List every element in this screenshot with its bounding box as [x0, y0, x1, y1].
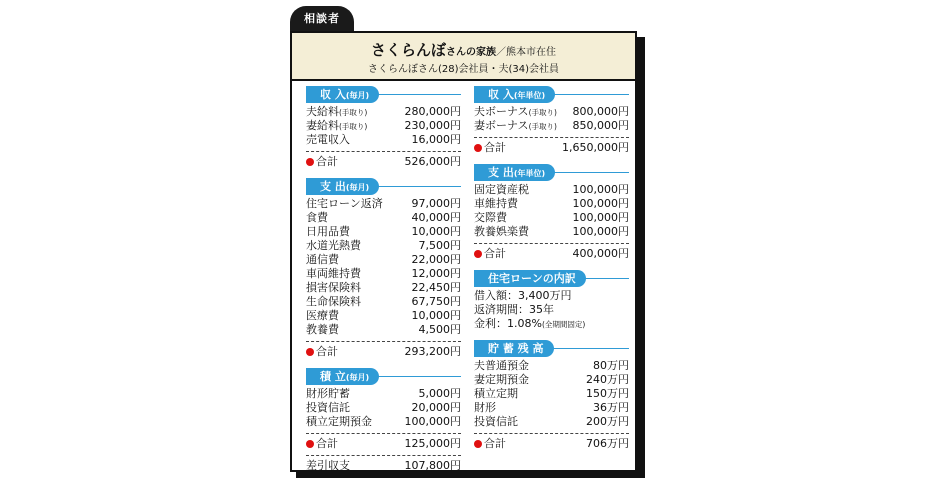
divider	[474, 433, 629, 434]
table-row: 日用品費 10,000円	[306, 225, 461, 238]
section-heading: 収 入(年単位)	[474, 86, 555, 103]
table-row: 売電収入 16,000円	[306, 133, 461, 146]
balance-row: 差引収支 107,800円	[306, 459, 461, 472]
section-heading: 支 出(年単位)	[474, 164, 555, 181]
bullet-icon	[306, 440, 314, 448]
table-row: 住宅ローン返済 97,000円	[306, 197, 461, 210]
table-row: 夫給料(手取り) 280,000円	[306, 105, 461, 118]
total-row: 合計 293,200円	[306, 345, 461, 359]
table-row: 車維持費 100,000円	[474, 197, 629, 210]
section-heading: 積 立(毎月)	[306, 368, 379, 385]
loan-rate: 金利：1.08%(全期間固定)	[474, 317, 586, 330]
annual-expense-section	[474, 161, 629, 261]
divider	[474, 243, 629, 244]
table-row: 教養娯楽費 100,000円	[474, 225, 629, 238]
loan-section	[474, 267, 629, 331]
total-row: 合計 400,000円	[474, 247, 629, 261]
divider	[306, 341, 461, 342]
divider	[306, 455, 461, 456]
divider	[474, 137, 629, 138]
table-row: 財形貯蓄 5,000円	[306, 387, 461, 400]
total-row: 合計 1,650,000円	[474, 141, 629, 155]
table-row: 妻ボーナス(手取り) 850,000円	[474, 119, 629, 132]
annual-income-section	[474, 83, 629, 155]
family-title	[292, 39, 635, 60]
table-row: 固定資産税 100,000円	[474, 183, 629, 196]
savings-balance-section	[474, 337, 629, 451]
monthly-income-section	[306, 83, 461, 169]
table-row: 妻定期預金 240万円	[474, 373, 629, 386]
table-row: 水道光熱費 7,500円	[306, 239, 461, 252]
divider	[306, 151, 461, 152]
loan-amount: 借入額：3,400万円	[474, 289, 572, 302]
table-row: 生命保険料 67,750円	[306, 295, 461, 308]
monthly-expense-section	[306, 175, 461, 359]
bullet-icon	[474, 250, 482, 258]
monthly-savings-section	[306, 365, 461, 473]
table-row: 妻給料(手取り) 230,000円	[306, 119, 461, 132]
family-members: さくらんぼさん(28)会社員・夫(34)会社員	[367, 64, 560, 75]
table-row: 食費 40,000円	[306, 211, 461, 224]
bullet-icon	[306, 158, 314, 166]
family-suffix: さんの家族	[446, 47, 496, 58]
table-row: 夫普通預金 80万円	[474, 359, 629, 372]
table-row: 交際費 100,000円	[474, 211, 629, 224]
family-location: ／熊本市在住	[496, 47, 556, 58]
table-row: 教養費 4,500円	[306, 323, 461, 336]
total-row: 合計 706万円	[474, 437, 629, 451]
table-row: 投資信託 200万円	[474, 415, 629, 428]
family-name: さくらんぼ	[370, 41, 446, 59]
table-row: 損害保険料 22,450円	[306, 281, 461, 294]
table-row: 投資信託 20,000円	[306, 401, 461, 414]
consultant-tag: 相談者	[290, 6, 354, 34]
section-heading: 収 入(毎月)	[306, 86, 379, 103]
bullet-icon	[474, 440, 482, 448]
loan-period: 返済期間：35年	[474, 303, 554, 316]
divider	[306, 433, 461, 434]
table-row: 車両維持費 12,000円	[306, 267, 461, 280]
table-row: 通信費 22,000円	[306, 253, 461, 266]
table-row: 医療費 10,000円	[306, 309, 461, 322]
section-heading: 支 出(毎月)	[306, 178, 379, 195]
card-header	[292, 33, 635, 81]
table-row: 財形 36万円	[474, 401, 629, 414]
table-row: 積立定期 150万円	[474, 387, 629, 400]
total-row: 合計 526,000円	[306, 155, 461, 169]
table-row: 積立定期預金 100,000円	[306, 415, 461, 428]
monthly-column	[306, 83, 461, 473]
household-budget-card	[290, 31, 637, 472]
total-row: 合計 125,000円	[306, 437, 461, 451]
section-heading: 貯 蓄 残 高	[474, 340, 554, 357]
bullet-icon	[306, 348, 314, 356]
section-heading: 住宅ローンの内訳	[474, 270, 586, 287]
table-row: 夫ボーナス(手取り) 800,000円	[474, 105, 629, 118]
annual-column	[474, 83, 629, 451]
bullet-icon	[474, 144, 482, 152]
